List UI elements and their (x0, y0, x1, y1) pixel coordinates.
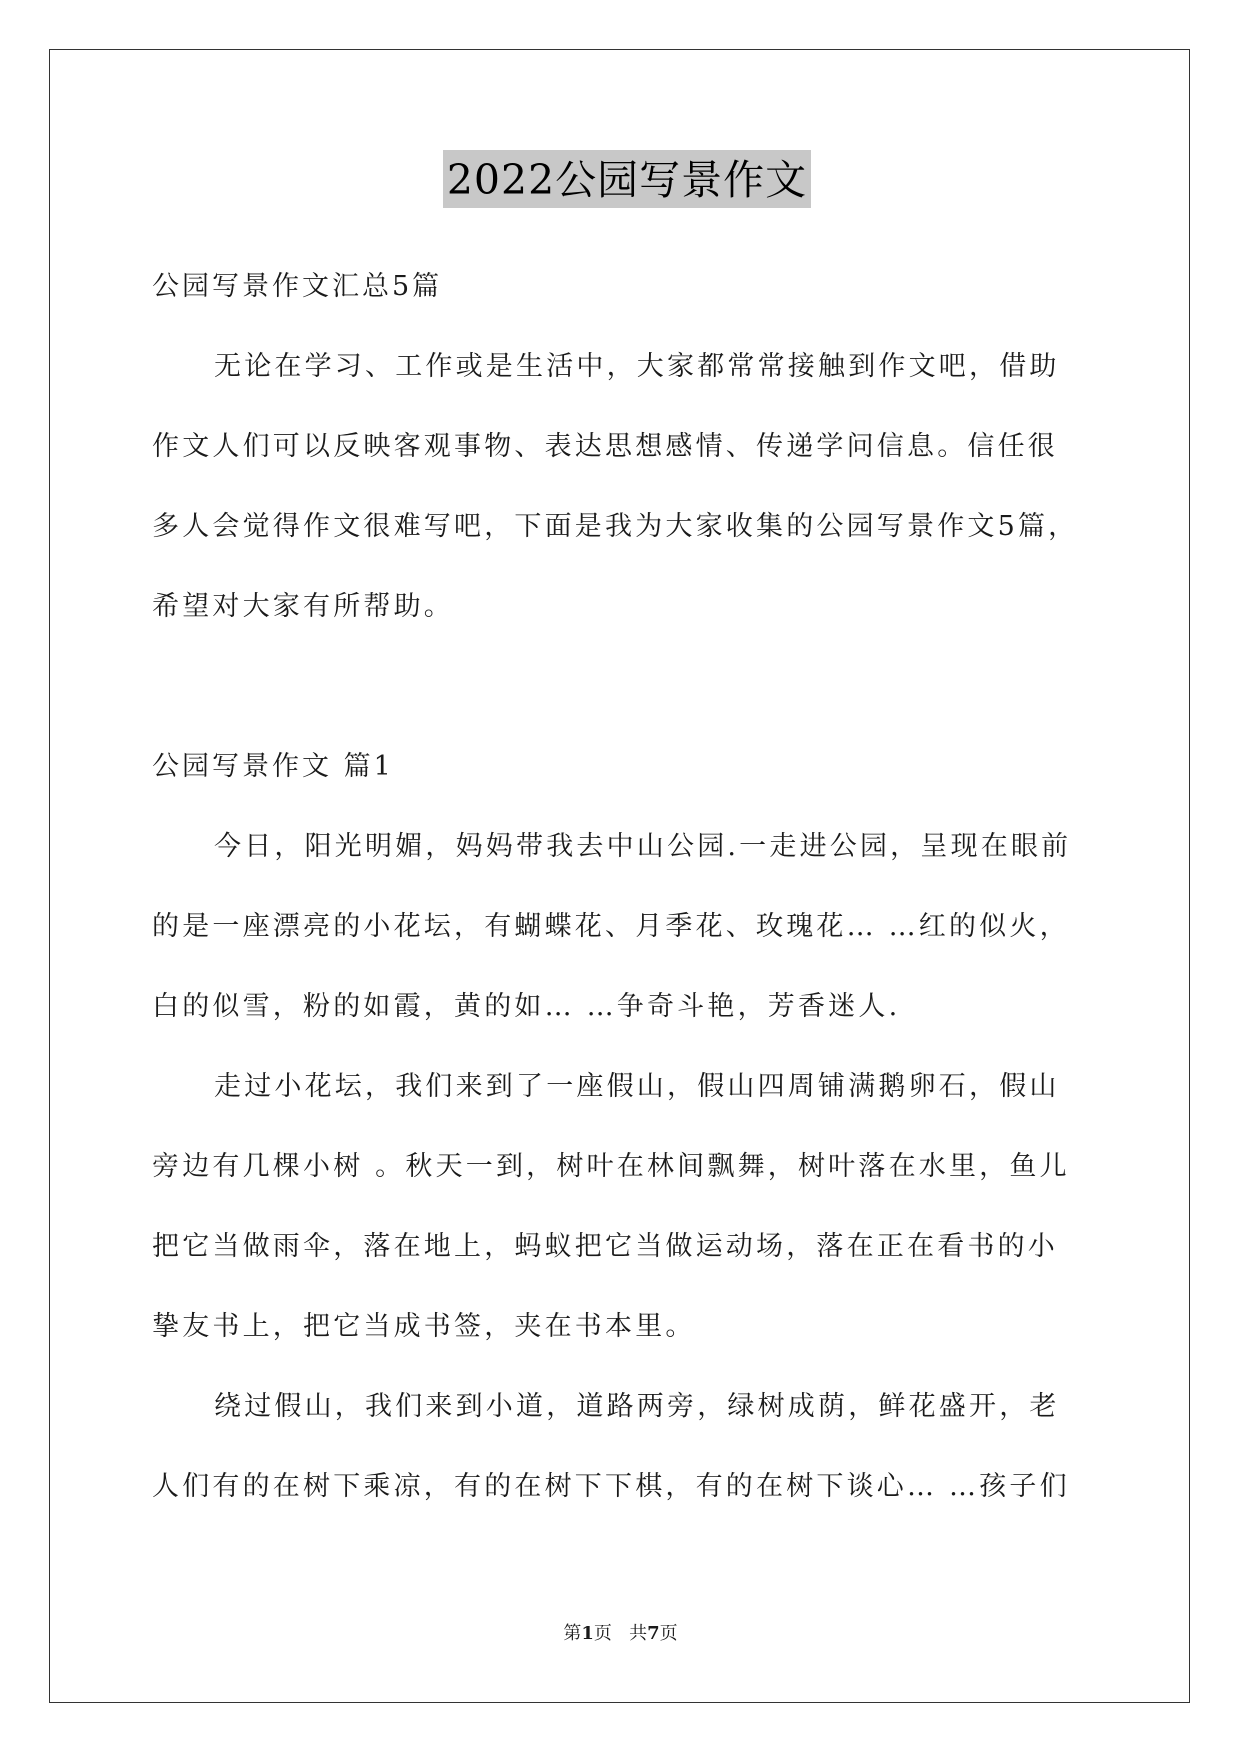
page-footer (0, 1622, 1241, 1646)
paragraph-line: 绕过假山，我们来到小道，道路两旁，绿树成荫，鲜花盛开，老 (214, 1391, 1060, 1422)
footer-prefix: 第 (563, 1623, 582, 1644)
intro-line: 无论在学习、工作或是生活中，大家都常常接触到作文吧，借助 (214, 351, 1060, 382)
paragraph-2 (152, 1047, 1102, 1367)
document-subtitle: 公园写景作文汇总5篇 (152, 271, 443, 302)
paragraph-3 (152, 1367, 1102, 1527)
title-wrap (152, 150, 1102, 208)
intro-line: 作文人们可以反映客观事物、表达思想感情、传递学问信息。信任很 (152, 431, 1058, 462)
document-title: 2022公园写景作文 (443, 150, 811, 208)
section-gap (152, 647, 1102, 727)
section-heading: 公园写景作文 篇1 (152, 751, 394, 782)
paragraph-line: 旁边有几棵小树 。秋天一到，树叶在林间飘舞，树叶落在水里，鱼儿 (152, 1151, 1070, 1182)
document-body (152, 150, 1102, 1527)
footer-suffix: 页 (659, 1623, 678, 1644)
footer-middle: 页 共 (593, 1623, 648, 1644)
paragraph-line: 的是一座漂亮的小花坛，有蝴蝶花、月季花、玫瑰花… …红的似火， (152, 911, 1070, 942)
intro-line: 多人会觉得作文很难写吧，下面是我为大家收集的公园写景作文5篇， (152, 511, 1079, 542)
footer-total-pages: 7 (647, 1623, 660, 1644)
intro-paragraph (152, 327, 1102, 647)
paragraph-line: 走过小花坛，我们来到了一座假山，假山四周铺满鹅卵石，假山 (214, 1071, 1060, 1102)
paragraph-line: 把它当做雨伞，落在地上，蚂蚁把它当做运动场，落在正在看书的小 (152, 1231, 1058, 1262)
paragraph-line: 人们有的在树下乘凉，有的在树下下棋，有的在树下谈心… …孩子们 (152, 1471, 1070, 1502)
paragraph-line: 挚友书上，把它当成书签，夹在书本里。 (152, 1311, 696, 1342)
intro-line: 希望对大家有所帮助。 (152, 591, 454, 622)
paragraph-line: 今日，阳光明媚，妈妈带我去中山公园.一走进公园，呈现在眼前 (214, 831, 1072, 862)
paragraph-line: 白的似雪，粉的如霞，黄的如… …争奇斗艳，芳香迷人. (152, 991, 901, 1022)
paragraph-1 (152, 807, 1102, 1047)
footer-page-number: 1 (581, 1623, 594, 1644)
